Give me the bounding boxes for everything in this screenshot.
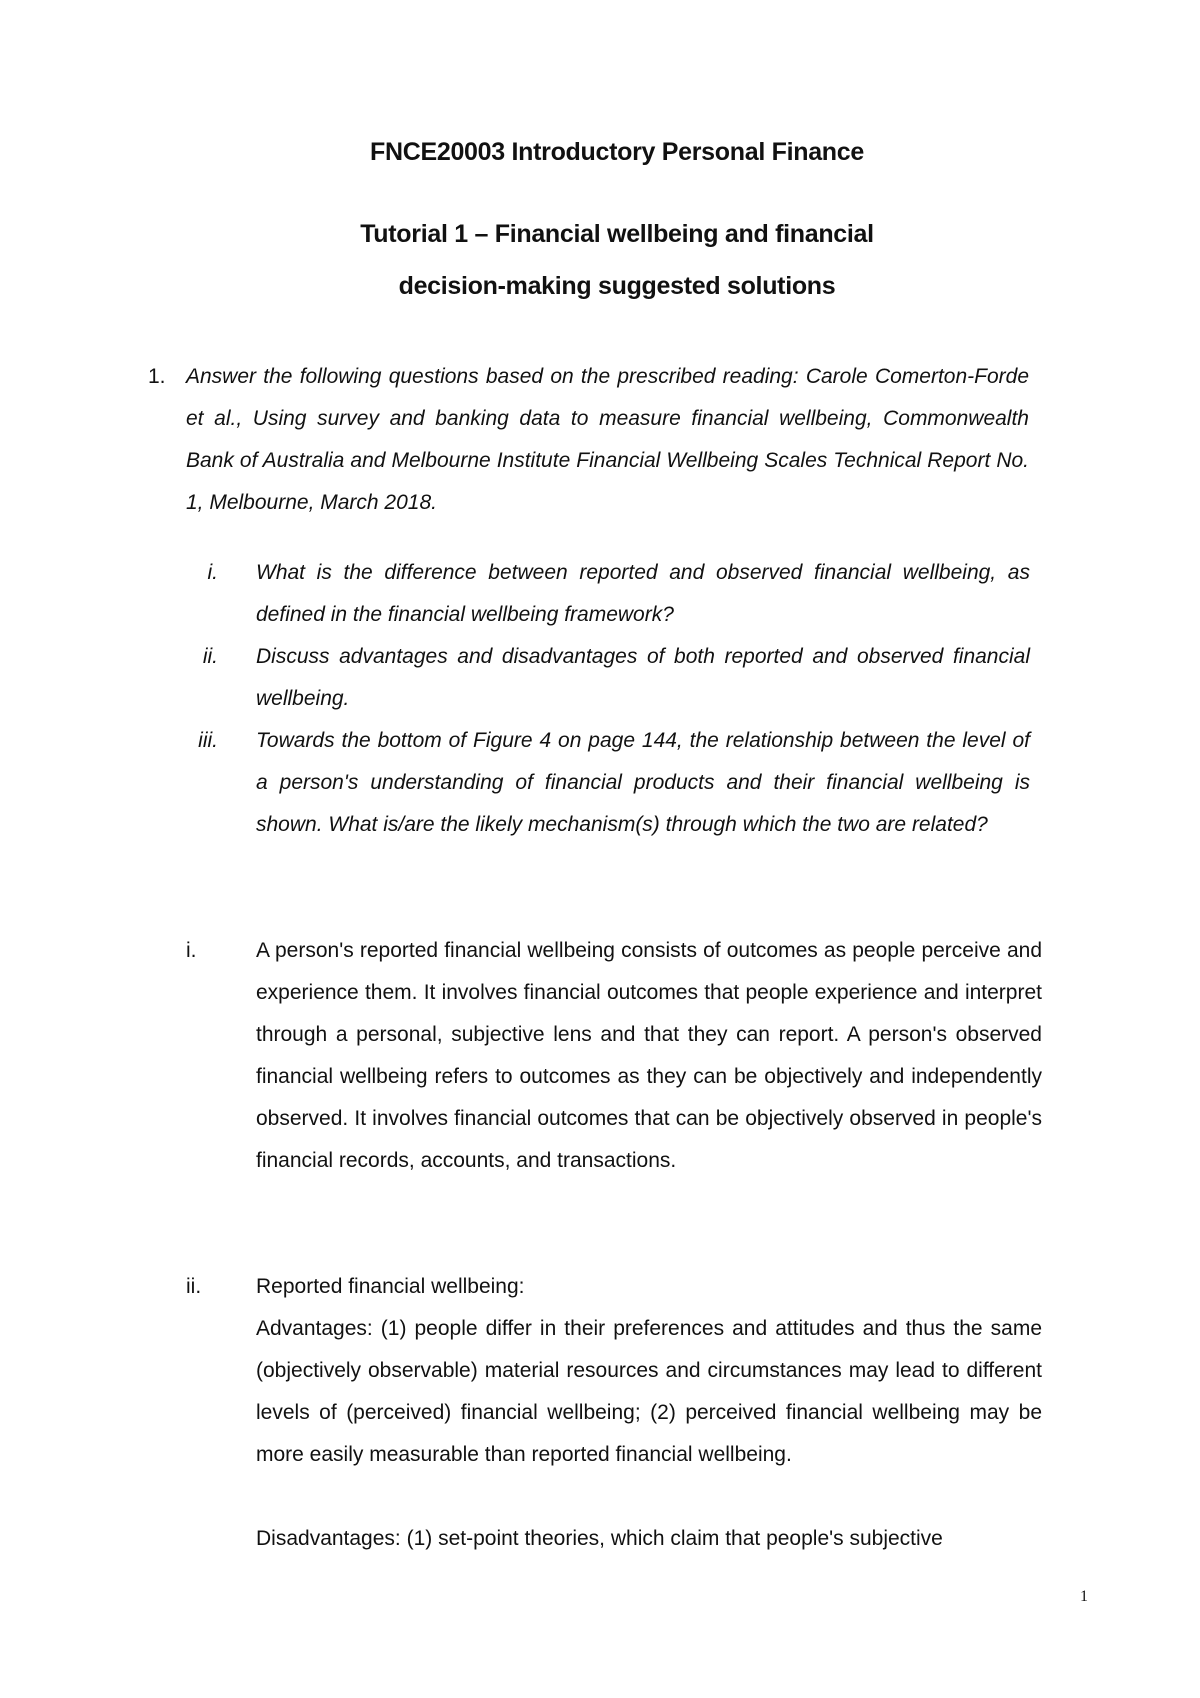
answer-advantages: Advantages: (1) people differ in their preferences and attitudes and thus the same (objectively observable) material resources and circumstances may lead to different levels of (perceived) financial wellbeing; (2) perceived financial wellbeing may be more easily measurable than reported financial wellbeing. (256, 1317, 1042, 1466)
subquestion-text: Discuss advantages and disadvantages of both reported and observed financial wellbeing. (256, 645, 1030, 710)
answer-heading: Reported financial wellbeing: (256, 1275, 525, 1298)
answer-disadvantages: Disadvantages: (1) set-point theories, which claim that people's subjective (256, 1527, 943, 1550)
subquestion-text: What is the difference between reported and observed financial wellbeing, as defined in the financial wellbeing framework? (256, 561, 1030, 626)
answer-number: i. (186, 939, 197, 962)
tutorial-title-line-1: Tutorial 1 – Financial wellbeing and financial (360, 220, 874, 248)
question-text: Answer the following questions based on the prescribed reading: Carole Comerton-Forde et al., Using survey and banking data to measure financial wellbeing, Commonwealth Bank of Australia and Melbourne Institute Financial Wellbeing Scales Technical Report No. 1, Melbourne, March 2018. (186, 365, 1029, 514)
tutorial-title-line-2: decision-making suggested solutions (398, 272, 836, 300)
page-number: 1 (1080, 1588, 1088, 1605)
question-number: 1. (148, 365, 166, 388)
subquestion-number: ii. (202, 645, 218, 668)
course-title: FNCE20003 Introductory Personal Finance (369, 138, 864, 166)
answer-number: ii. (186, 1275, 202, 1298)
subquestion-text: Towards the bottom of Figure 4 on page 144, the relationship between the level of a person's understanding of financial products and their financial wellbeing is shown. What is/are the likely mechanism(s) through which the two are related? (256, 729, 1030, 836)
answer-text: A person's reported financial wellbeing consists of outcomes as people perceive and experience them. It involves financial outcomes that people experience and interpret through a personal, subjective lens and that they can report. A person's observed financial wellbeing refers to outcomes as they can be objectively and independently observed. It involves financial outcomes that can be objectively observed in people's financial records, accounts, and transactions. (256, 939, 1042, 1172)
subquestion-number: i. (207, 561, 218, 584)
subquestion-number: iii. (198, 729, 218, 752)
